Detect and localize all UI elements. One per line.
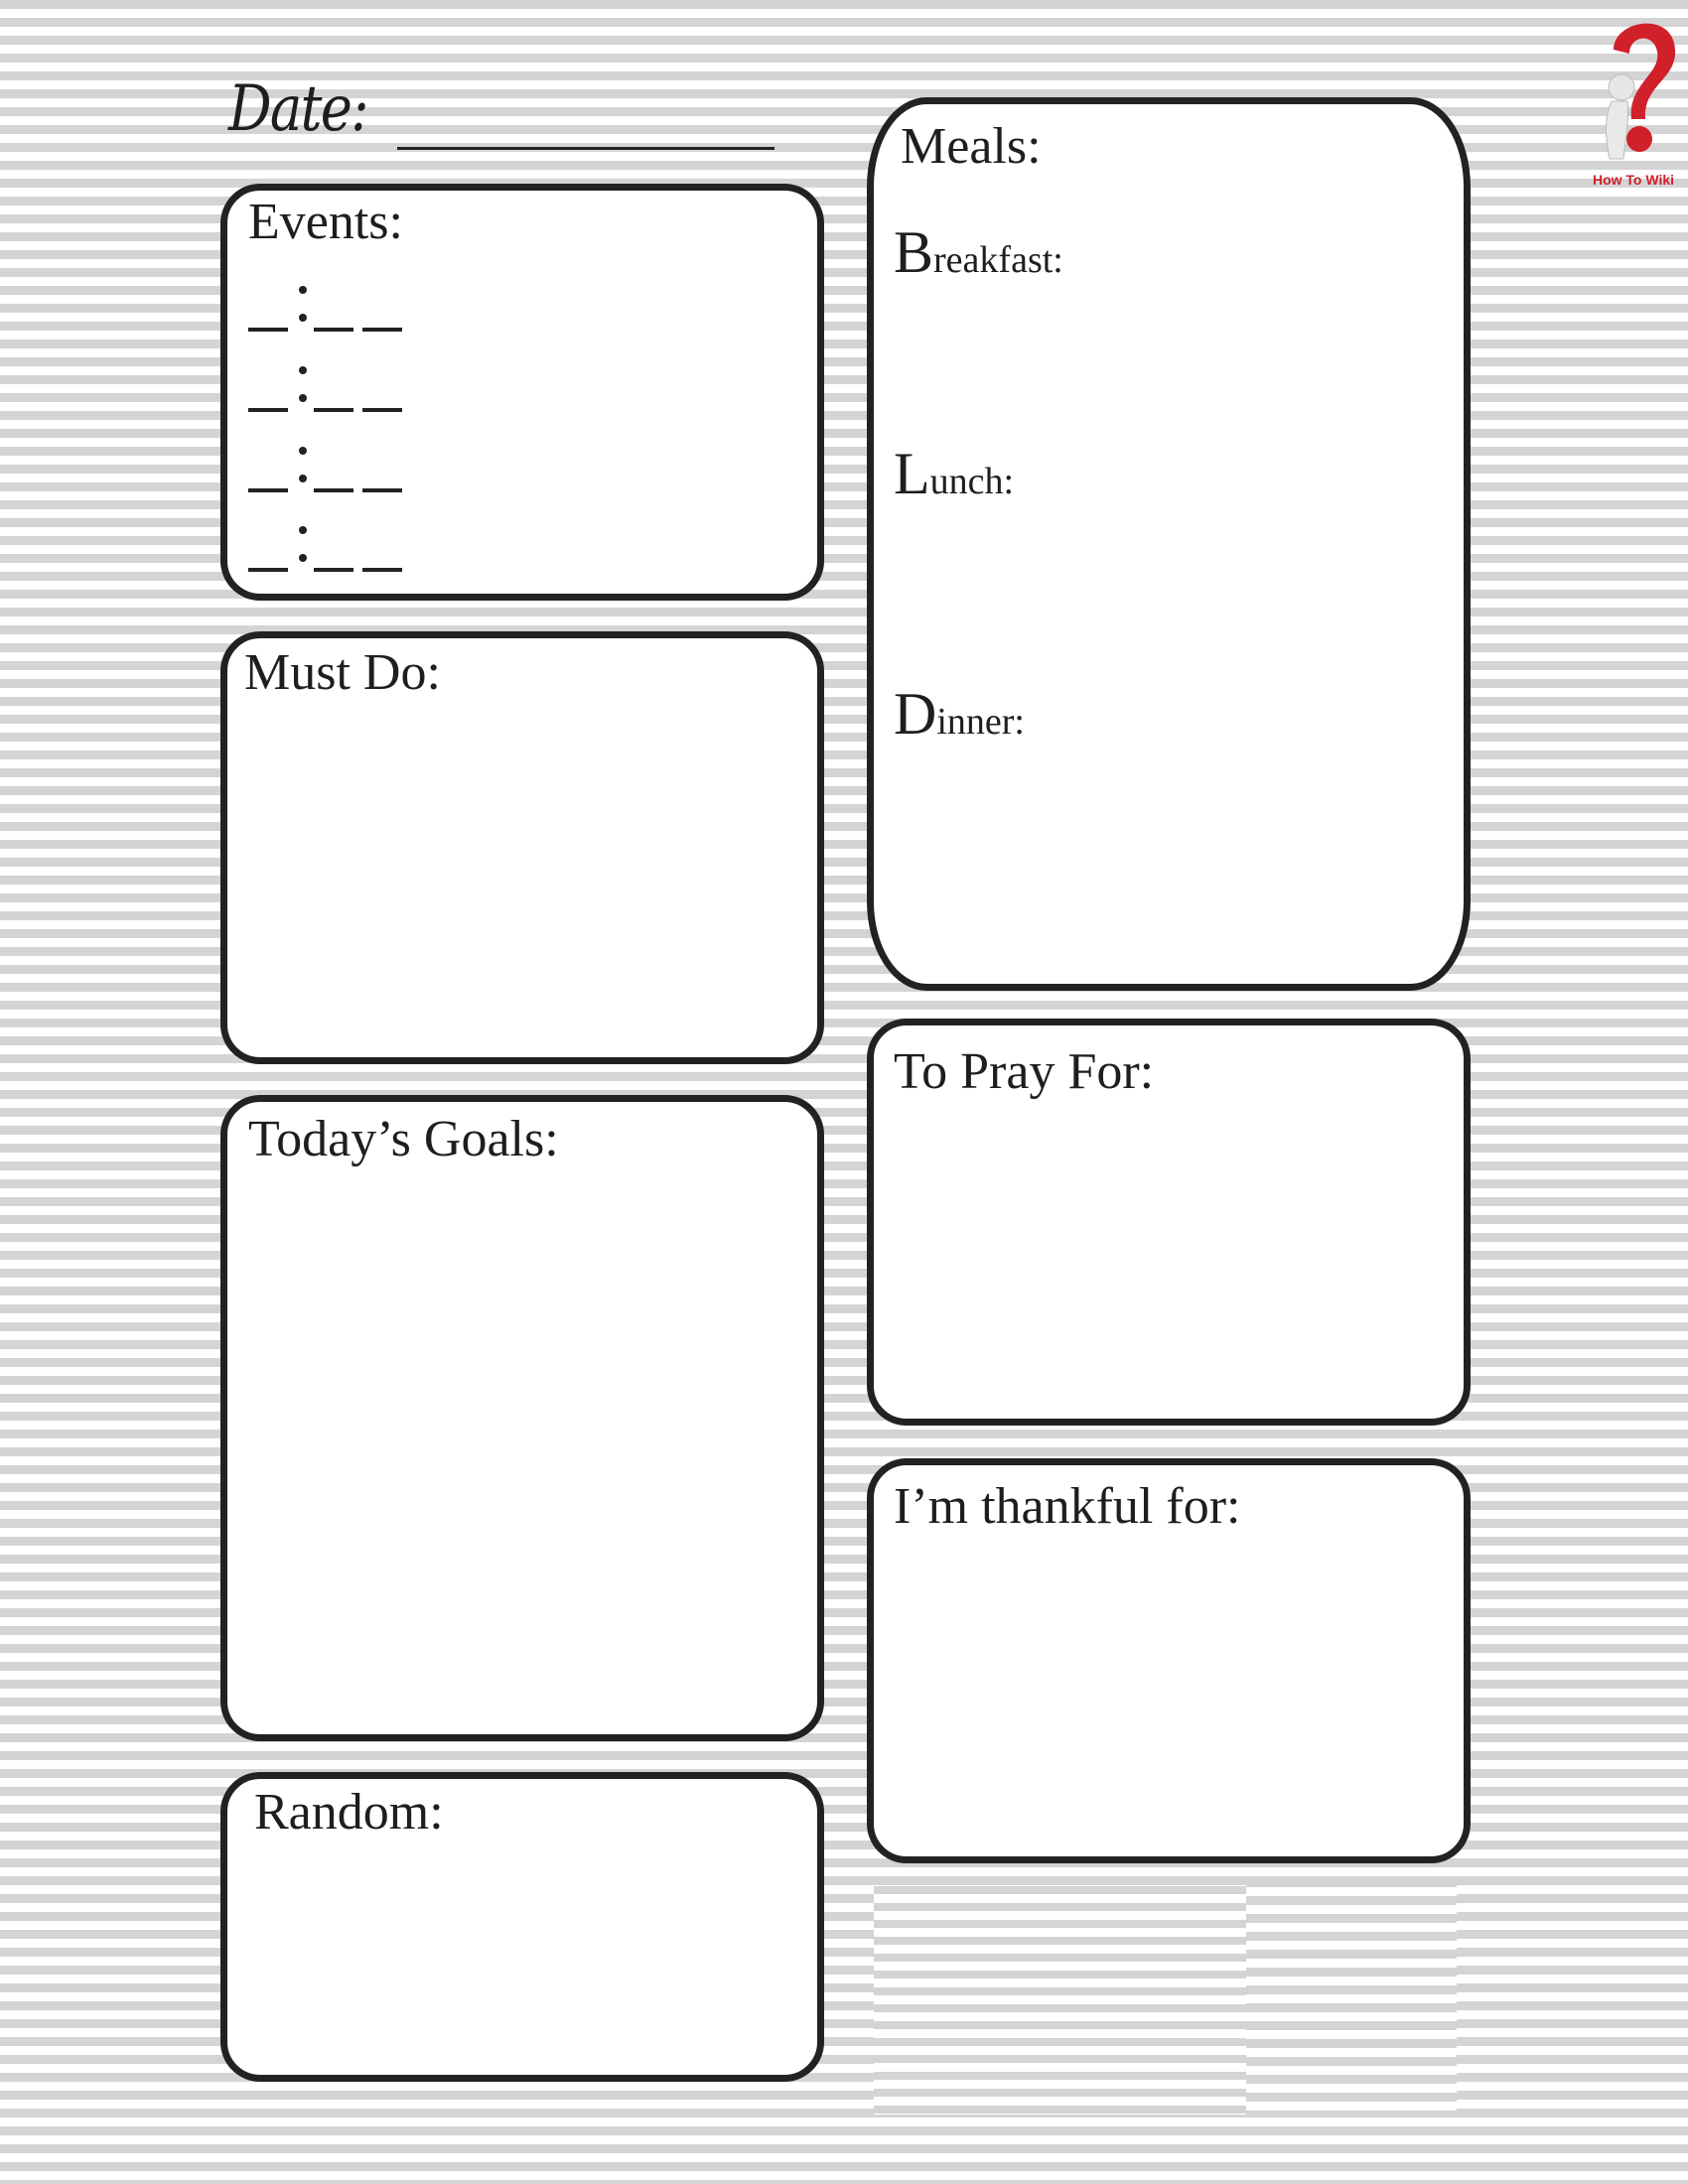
stripe-patch — [1246, 1878, 1457, 2115]
dinner-label: Dinner: — [894, 681, 1025, 747]
date-label: Date: — [228, 72, 367, 146]
pray-title: To Pray For: — [894, 1043, 1155, 1100]
event-time-slot[interactable] — [248, 439, 407, 498]
lunch-label: Lunch: — [894, 441, 1015, 506]
event-time-slot[interactable] — [248, 518, 407, 578]
meals-title: Meals: — [901, 118, 1042, 175]
question-mark-figure-icon — [1584, 10, 1683, 174]
date-input-line[interactable] — [397, 147, 774, 150]
events-title: Events: — [248, 194, 403, 250]
breakfast-label: Breakfast: — [894, 219, 1063, 285]
random-title: Random: — [254, 1784, 444, 1841]
thankful-title: I’m thankful for: — [894, 1478, 1241, 1535]
goals-box[interactable] — [220, 1095, 824, 1741]
logo-text: How To Wiki — [1592, 172, 1675, 188]
how-to-wiki-logo — [1584, 10, 1683, 189]
must-do-title: Must Do: — [244, 644, 441, 701]
event-time-slot[interactable] — [248, 278, 407, 338]
stripe-patch — [874, 1886, 1246, 2115]
goals-title: Today’s Goals: — [248, 1111, 559, 1167]
event-time-slot[interactable] — [248, 358, 407, 418]
